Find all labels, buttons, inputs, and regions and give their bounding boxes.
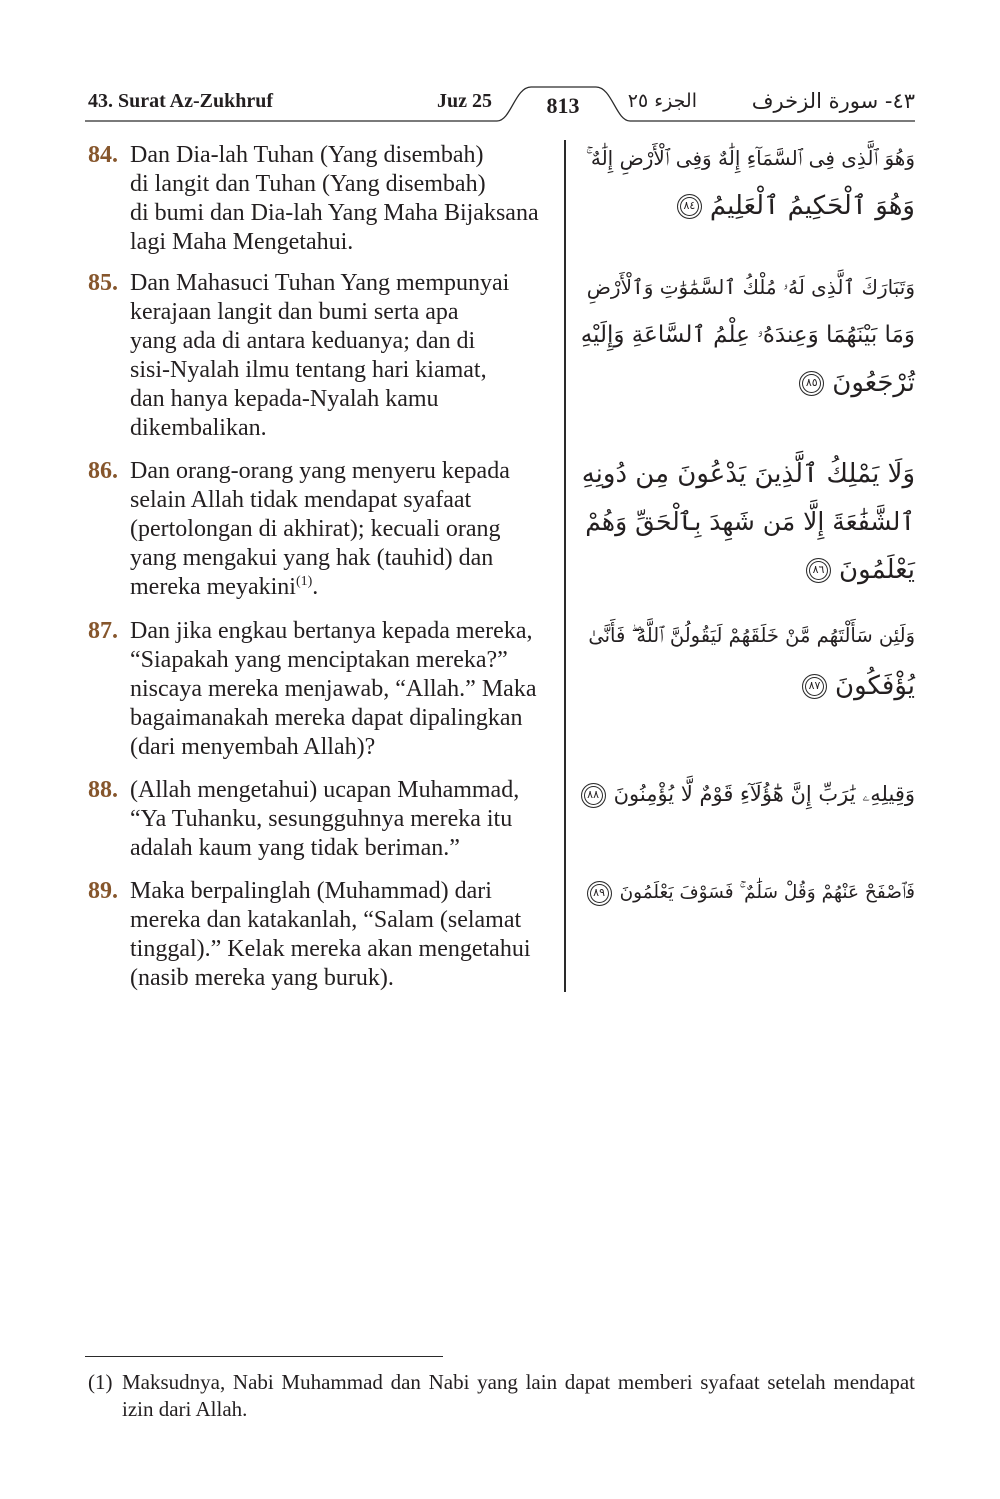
translation-line: selain Allah tidak mendapat syafaat (130, 487, 472, 513)
arabic-line-text: وَقِيلِهِۦ يَٰرَبِّ إِنَّ هَٰٓؤُلَآءِ قَوْمٌ لَّا يُؤْمِنُونَ (613, 782, 915, 806)
ayah-end-marker: ٨٨ (581, 783, 606, 808)
arabic-line (580, 311, 915, 359)
verse-89-arabic (580, 869, 915, 917)
translation-line: Dan Dia-lah Tuhan (Yang disembah) (130, 142, 484, 168)
footnote-reference: (1) (295, 574, 313, 589)
footnote-line: Maksudnya, Nabi Muhammad dan Nabi yang lain dapat memberi syafaat setelah mendapat (122, 1370, 915, 1394)
footnote-line: izin dari Allah. (122, 1397, 248, 1421)
arabic-line (580, 869, 915, 917)
verse-number: 87. (88, 618, 118, 644)
arabic-line (580, 546, 915, 594)
verse-86-arabic (580, 450, 915, 594)
verse-number: 85. (88, 270, 118, 296)
verse-number: 88. (88, 777, 118, 803)
translation-line: “Ya Tuhanku, sesungguhnya mereka itu (130, 806, 513, 832)
arabic-line (580, 263, 915, 311)
page-number: 813 (546, 93, 580, 118)
translation-line: dan hanya kepada-Nyalah kamu (130, 386, 439, 412)
running-head-juz-arabic: الجزء ٢٥ (627, 90, 697, 112)
arabic-line-text: وَهُوَ ٱلْحَكِيمُ ٱلْعَلِيمُ (709, 191, 915, 221)
arabic-line-text: يُؤْفَكُونَ (835, 671, 915, 701)
header-rule (0, 0, 1000, 140)
ayah-end-marker: ٨٧ (802, 674, 827, 699)
translation-line: adalah kaum yang tidak beriman.” (130, 835, 460, 861)
footnote-marker: (1) (88, 1370, 113, 1394)
arabic-line-text: وَمَا بَيْنَهُمَا وَعِندَهُۥ عِلْمُ ٱلسَّاعَةِ وَإِلَيْهِ (580, 322, 915, 348)
translation-line: sisi-Nyalah ilmu tentang hari kiamat, (130, 357, 487, 383)
arabic-line-text: فَٱصْفَحْ عَنْهُمْ وَقُلْ سَلَٰمٌ ۚ فَسَوْفَ يَعْلَمُونَ (619, 882, 915, 903)
translation-line: kerajaan langit dan bumi serta apa (130, 299, 459, 325)
running-head-surah-arabic: ٤٣- سورة الزخرف (751, 89, 915, 113)
translation-line: yang mengakui yang hak (tauhid) dan (130, 545, 494, 571)
translation-line: Dan jika engkau bertanya kepada mereka, (130, 618, 533, 644)
arabic-line (580, 770, 915, 818)
verse-87-arabic (580, 610, 915, 710)
arabic-line-text: وَلَئِن سَأَلْتَهُم مَّنْ خَلَقَهُمْ لَيَقُولُنَّ ٱللَّهُ ۖ فَأَنَّىٰ (588, 624, 915, 647)
translation-line: (dari menyembah Allah)? (130, 734, 376, 760)
arabic-line (580, 498, 915, 546)
translation-line: di langit dan Tuhan (Yang disembah) (130, 171, 486, 197)
translation-line: (nasib mereka yang buruk). (130, 965, 394, 991)
verse-number: 89. (88, 878, 118, 904)
ayah-end-marker: ٨٤ (677, 194, 702, 219)
running-head-juz: Juz 25 (437, 90, 492, 112)
translation-line (130, 573, 555, 602)
translation-line: niscaya mereka menjawab, “Allah.” Maka (130, 676, 537, 702)
translation-line: dikembalikan. (130, 415, 267, 441)
verse-88-arabic (580, 770, 915, 818)
line-end-punctuation: . (312, 574, 319, 600)
translation-line: lagi Maha Mengetahui. (130, 229, 354, 255)
footnote-rule (85, 1356, 443, 1357)
ayah-end-marker: ٨٥ (799, 371, 824, 396)
verse-85-arabic (580, 263, 915, 407)
translation-line: Dan orang-orang yang menyeru kepada (130, 458, 510, 484)
translation-line: di bumi dan Dia-lah Yang Maha Bijaksana (130, 200, 539, 226)
arabic-line-text: يَعْلَمُونَ (839, 555, 915, 585)
translation-line: Dan Mahasuci Tuhan Yang mempunyai (130, 270, 510, 296)
translation-line: Maka berpalinglah (Muhammad) dari (130, 878, 492, 904)
translation-line: “Siapakah yang menciptakan mereka?” (130, 647, 508, 673)
arabic-line-text: وَلَا يَمْلِكُ ٱلَّذِينَ يَدْعُونَ مِن دُونِهِ (581, 459, 915, 489)
arabic-line-text: ٱلشَّفَٰعَةَ إِلَّا مَن شَهِدَ بِٱلْحَقِّ وَهُمْ (585, 507, 915, 536)
arabic-line (580, 450, 915, 498)
verse-number: 84. (88, 142, 118, 168)
arabic-line-text: وَتَبَارَكَ ٱلَّذِى لَهُۥ مُلْكُ ٱلسَّمَٰوَٰتِ وَٱلْأَرْضِ (586, 275, 915, 299)
verse-84-arabic (580, 134, 915, 230)
arabic-line-text: تُرْجَعُونَ (832, 368, 915, 398)
verse-number: 86. (88, 458, 118, 484)
footnote-text (122, 1369, 915, 1423)
translation-line: tinggal).” Kelak mereka akan mengetahui (130, 936, 531, 962)
arabic-line (580, 134, 915, 182)
translation-line: yang ada di antara keduanya; dan di (130, 328, 476, 354)
translation-line: (pertolongan di akhirat); kecuali orang (130, 516, 501, 542)
arabic-line (580, 182, 915, 230)
translation-line: (Allah mengetahui) ucapan Muhammad, (130, 777, 520, 803)
translation-line: bagaimanakah mereka dapat dipalingkan (130, 705, 523, 731)
ayah-end-marker: ٨٩ (587, 881, 612, 906)
arabic-line (580, 662, 915, 710)
arabic-line (580, 610, 915, 662)
ayah-end-marker: ٨٦ (806, 558, 831, 583)
translation-line: mereka dan katakanlah, “Salam (selamat (130, 907, 522, 933)
arabic-line-text: وَهُوَ ٱلَّذِى فِى ٱلسَّمَآءِ إِلَٰهٌ وَفِى ٱلْأَرْضِ إِلَٰهٌ ۚ (585, 146, 915, 170)
column-divider (564, 140, 566, 992)
arabic-line (580, 359, 915, 407)
running-head-surah: 43. Surat Az-Zukhruf (88, 90, 274, 112)
translation-line-text: mereka meyakini (130, 574, 296, 600)
